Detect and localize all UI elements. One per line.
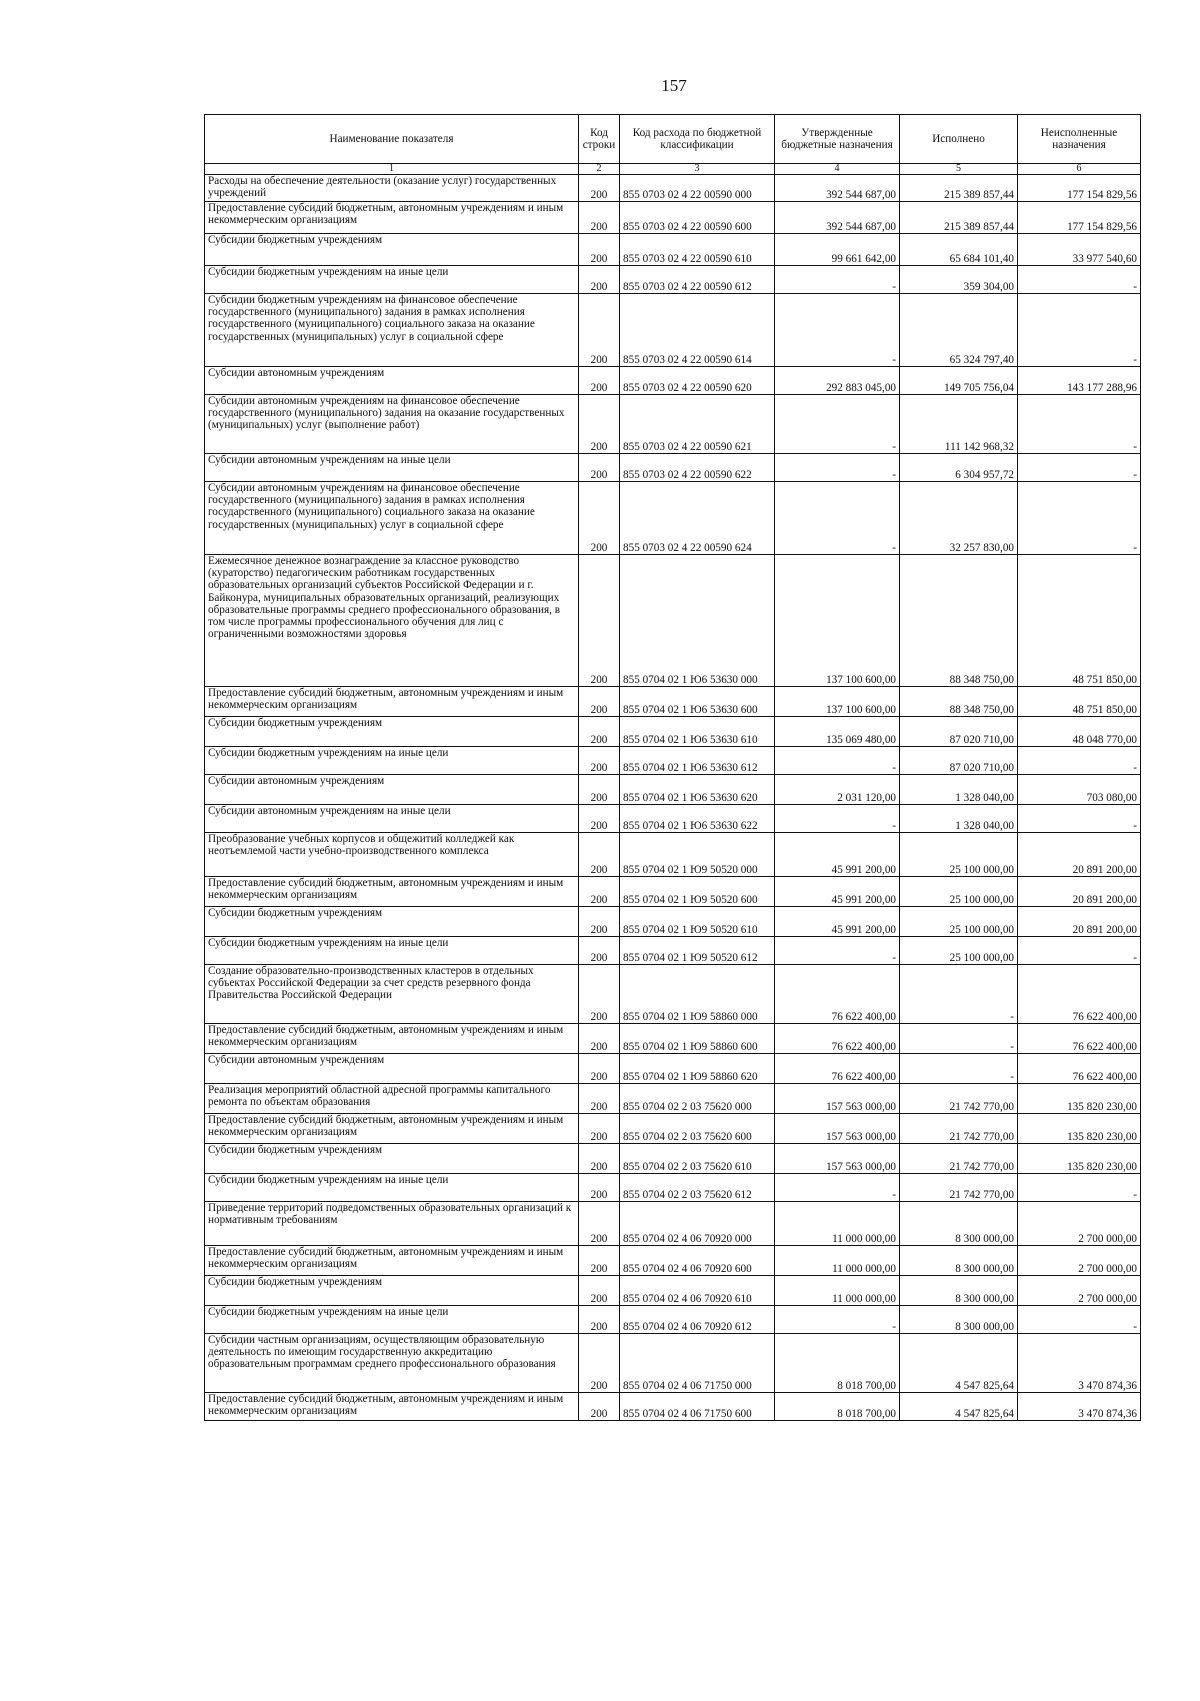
row-executed: 21 742 770,00 bbox=[900, 1114, 1018, 1144]
row-name: Субсидии бюджетным учреждениям bbox=[205, 717, 579, 747]
column-number: 1 bbox=[205, 164, 579, 175]
table-row bbox=[205, 877, 1141, 907]
row-budget-code: 855 0704 02 4 06 70920 612 bbox=[620, 1306, 775, 1334]
row-executed: 359 304,00 bbox=[900, 266, 1018, 294]
column-number-row bbox=[205, 164, 1141, 175]
row-line-code: 200 bbox=[579, 175, 620, 202]
row-approved: 392 544 687,00 bbox=[775, 202, 900, 234]
row-budget-code: 855 0704 02 1 Ю9 50520 610 bbox=[620, 907, 775, 937]
column-number: 3 bbox=[620, 164, 775, 175]
row-name: Субсидии бюджетным учреждениям bbox=[205, 907, 579, 937]
table-row bbox=[205, 1024, 1141, 1054]
row-name: Субсидии частным организациям, осуществляющим образовательную деятельность по имеющим государственную аккредитацию образовательным программам среднего профессионального образования bbox=[205, 1334, 579, 1393]
column-number: 4 bbox=[775, 164, 900, 175]
row-remaining: 135 820 230,00 bbox=[1018, 1114, 1141, 1144]
row-name: Преобразование учебных корпусов и общежитий колледжей как неотъемлемой части учебно-производственного комплекса bbox=[205, 833, 579, 877]
row-remaining: - bbox=[1018, 482, 1141, 555]
row-approved: 8 018 700,00 bbox=[775, 1393, 900, 1421]
row-approved: - bbox=[775, 266, 900, 294]
row-budget-code: 855 0703 02 4 22 00590 000 bbox=[620, 175, 775, 202]
row-name: Предоставление субсидий бюджетным, автономным учреждениям и иным некоммерческим организациям bbox=[205, 202, 579, 234]
row-remaining: - bbox=[1018, 1174, 1141, 1202]
row-name: Субсидии бюджетным учреждениям bbox=[205, 1144, 579, 1174]
row-executed: 1 328 040,00 bbox=[900, 775, 1018, 805]
table-row bbox=[205, 555, 1141, 687]
row-approved: 292 883 045,00 bbox=[775, 367, 900, 395]
row-executed: 32 257 830,00 bbox=[900, 482, 1018, 555]
row-budget-code: 855 0704 02 1 Ю9 50520 600 bbox=[620, 877, 775, 907]
row-approved: 45 991 200,00 bbox=[775, 907, 900, 937]
row-approved: 76 622 400,00 bbox=[775, 1054, 900, 1084]
row-name: Предоставление субсидий бюджетным, автономным учреждениям и иным некоммерческим организациям bbox=[205, 1393, 579, 1421]
table-row bbox=[205, 1276, 1141, 1306]
row-line-code: 200 bbox=[579, 805, 620, 833]
row-name: Предоставление субсидий бюджетным, автономным учреждениям и иным некоммерческим организациям bbox=[205, 1246, 579, 1276]
row-remaining: 76 622 400,00 bbox=[1018, 965, 1141, 1024]
row-approved: 45 991 200,00 bbox=[775, 833, 900, 877]
row-remaining: 20 891 200,00 bbox=[1018, 907, 1141, 937]
table-row bbox=[205, 1114, 1141, 1144]
row-line-code: 200 bbox=[579, 454, 620, 482]
row-approved: 157 563 000,00 bbox=[775, 1144, 900, 1174]
row-line-code: 200 bbox=[579, 717, 620, 747]
column-number: 2 bbox=[579, 164, 620, 175]
row-executed: 215 389 857,44 bbox=[900, 202, 1018, 234]
row-remaining: 33 977 540,60 bbox=[1018, 234, 1141, 266]
row-budget-code: 855 0704 02 1 Ю6 53630 622 bbox=[620, 805, 775, 833]
table-row bbox=[205, 1306, 1141, 1334]
header-executed: Исполнено bbox=[900, 115, 1018, 164]
row-line-code: 200 bbox=[579, 877, 620, 907]
table-row bbox=[205, 833, 1141, 877]
row-remaining: - bbox=[1018, 395, 1141, 454]
row-executed: 8 300 000,00 bbox=[900, 1246, 1018, 1276]
header-row bbox=[205, 115, 1141, 164]
row-budget-code: 855 0704 02 2 03 75620 610 bbox=[620, 1144, 775, 1174]
row-line-code: 200 bbox=[579, 747, 620, 775]
row-executed: 149 705 756,04 bbox=[900, 367, 1018, 395]
row-remaining: - bbox=[1018, 805, 1141, 833]
row-remaining: 20 891 200,00 bbox=[1018, 877, 1141, 907]
row-name: Субсидии бюджетным учреждениям на иные цели bbox=[205, 1174, 579, 1202]
table-row bbox=[205, 1084, 1141, 1114]
row-line-code: 200 bbox=[579, 1393, 620, 1421]
row-executed: 87 020 710,00 bbox=[900, 717, 1018, 747]
row-approved: - bbox=[775, 482, 900, 555]
row-budget-code: 855 0704 02 1 Ю6 53630 000 bbox=[620, 555, 775, 687]
row-line-code: 200 bbox=[579, 1084, 620, 1114]
row-remaining: 3 470 874,36 bbox=[1018, 1334, 1141, 1393]
row-budget-code: 855 0704 02 2 03 75620 612 bbox=[620, 1174, 775, 1202]
row-remaining: 2 700 000,00 bbox=[1018, 1276, 1141, 1306]
row-approved: 45 991 200,00 bbox=[775, 877, 900, 907]
row-line-code: 200 bbox=[579, 266, 620, 294]
row-name: Субсидии автономным учреждениям bbox=[205, 775, 579, 805]
table-body bbox=[205, 175, 1141, 1421]
row-budget-code: 855 0703 02 4 22 00590 612 bbox=[620, 266, 775, 294]
row-executed: - bbox=[900, 1054, 1018, 1084]
row-executed: 8 300 000,00 bbox=[900, 1306, 1018, 1334]
row-executed: 4 547 825,64 bbox=[900, 1334, 1018, 1393]
row-budget-code: 855 0703 02 4 22 00590 614 bbox=[620, 294, 775, 367]
table-row bbox=[205, 202, 1141, 234]
row-executed: - bbox=[900, 965, 1018, 1024]
header-line-code: Код строки bbox=[579, 115, 620, 164]
table-row bbox=[205, 1334, 1141, 1393]
table-row bbox=[205, 482, 1141, 555]
row-executed: 65 324 797,40 bbox=[900, 294, 1018, 367]
row-executed: 25 100 000,00 bbox=[900, 833, 1018, 877]
row-remaining: 48 751 850,00 bbox=[1018, 555, 1141, 687]
row-name: Субсидии бюджетным учреждениям bbox=[205, 234, 579, 266]
row-line-code: 200 bbox=[579, 294, 620, 367]
row-approved: 76 622 400,00 bbox=[775, 965, 900, 1024]
row-approved: - bbox=[775, 805, 900, 833]
row-approved: 99 661 642,00 bbox=[775, 234, 900, 266]
row-remaining: - bbox=[1018, 294, 1141, 367]
row-approved: 11 000 000,00 bbox=[775, 1276, 900, 1306]
row-budget-code: 855 0704 02 1 Ю9 50520 000 bbox=[620, 833, 775, 877]
row-budget-code: 855 0704 02 1 Ю6 53630 600 bbox=[620, 687, 775, 717]
row-line-code: 200 bbox=[579, 1144, 620, 1174]
row-name: Расходы на обеспечение деятельности (оказание услуг) государственных учреждений bbox=[205, 175, 579, 202]
row-executed: - bbox=[900, 1024, 1018, 1054]
row-name: Предоставление субсидий бюджетным, автономным учреждениям и иным некоммерческим организациям bbox=[205, 877, 579, 907]
row-executed: 21 742 770,00 bbox=[900, 1084, 1018, 1114]
row-line-code: 200 bbox=[579, 1174, 620, 1202]
row-remaining: 135 820 230,00 bbox=[1018, 1084, 1141, 1114]
column-number: 5 bbox=[900, 164, 1018, 175]
row-name: Субсидии автономным учреждениям bbox=[205, 367, 579, 395]
header-remaining: Неисполненные назначения bbox=[1018, 115, 1141, 164]
row-remaining: 703 080,00 bbox=[1018, 775, 1141, 805]
row-name: Субсидии бюджетным учреждениям на иные цели bbox=[205, 937, 579, 965]
column-number: 6 bbox=[1018, 164, 1141, 175]
header-approved: Утвержденные бюджетные назначения bbox=[775, 115, 900, 164]
row-line-code: 200 bbox=[579, 395, 620, 454]
row-line-code: 200 bbox=[579, 234, 620, 266]
table-row bbox=[205, 1393, 1141, 1421]
table-row bbox=[205, 687, 1141, 717]
row-approved: 137 100 600,00 bbox=[775, 555, 900, 687]
row-budget-code: 855 0704 02 4 06 71750 600 bbox=[620, 1393, 775, 1421]
row-executed: 25 100 000,00 bbox=[900, 877, 1018, 907]
row-remaining: 20 891 200,00 bbox=[1018, 833, 1141, 877]
row-approved: 11 000 000,00 bbox=[775, 1202, 900, 1246]
row-approved: 392 544 687,00 bbox=[775, 175, 900, 202]
table-row bbox=[205, 965, 1141, 1024]
row-name: Субсидии бюджетным учреждениям bbox=[205, 1276, 579, 1306]
row-name: Ежемесячное денежное вознаграждение за классное руководство (кураторство) педагогическим работникам государственных образовательных организаций субъектов Российской Федерации и г. Байконура, муниципальных образовательных организаций, реализующих образовательные программы среднего профессионального образования, в том числе программы профессионального обучения для лиц с ограниченными возможностями здоровья bbox=[205, 555, 579, 687]
row-budget-code: 855 0704 02 1 Ю9 50520 612 bbox=[620, 937, 775, 965]
row-executed: 21 742 770,00 bbox=[900, 1144, 1018, 1174]
row-remaining: 76 622 400,00 bbox=[1018, 1024, 1141, 1054]
row-name: Предоставление субсидий бюджетным, автономным учреждениям и иным некоммерческим организациям bbox=[205, 1114, 579, 1144]
header-budget-code: Код расхода по бюджетной классификации bbox=[620, 115, 775, 164]
row-remaining: 2 700 000,00 bbox=[1018, 1202, 1141, 1246]
row-name: Субсидии бюджетным учреждениям на финансовое обеспечение государственного (муниципального) задания в рамках исполнения государственного (муниципального) социального заказа на оказание государственных (муниципальных) услуг в социальной сфере bbox=[205, 294, 579, 367]
table-row bbox=[205, 747, 1141, 775]
row-budget-code: 855 0704 02 1 Ю9 58860 600 bbox=[620, 1024, 775, 1054]
row-budget-code: 855 0704 02 2 03 75620 600 bbox=[620, 1114, 775, 1144]
row-budget-code: 855 0703 02 4 22 00590 610 bbox=[620, 234, 775, 266]
row-executed: 8 300 000,00 bbox=[900, 1276, 1018, 1306]
row-remaining: 143 177 288,96 bbox=[1018, 367, 1141, 395]
row-line-code: 200 bbox=[579, 555, 620, 687]
row-name: Субсидии бюджетным учреждениям на иные цели bbox=[205, 266, 579, 294]
table-row bbox=[205, 294, 1141, 367]
row-budget-code: 855 0704 02 2 03 75620 000 bbox=[620, 1084, 775, 1114]
row-executed: 88 348 750,00 bbox=[900, 555, 1018, 687]
row-line-code: 200 bbox=[579, 202, 620, 234]
row-executed: 1 328 040,00 bbox=[900, 805, 1018, 833]
row-name: Создание образовательно-производственных кластеров в отдельных субъектах Российской Федерации за счет средств резервного фонда Правительства Российской Федерации bbox=[205, 965, 579, 1024]
row-executed: 87 020 710,00 bbox=[900, 747, 1018, 775]
row-executed: 111 142 968,32 bbox=[900, 395, 1018, 454]
row-line-code: 200 bbox=[579, 482, 620, 555]
row-approved: 137 100 600,00 bbox=[775, 687, 900, 717]
row-approved: - bbox=[775, 395, 900, 454]
row-executed: 25 100 000,00 bbox=[900, 937, 1018, 965]
row-name: Субсидии автономным учреждениям на иные цели bbox=[205, 454, 579, 482]
table-row bbox=[205, 395, 1141, 454]
table-row bbox=[205, 1174, 1141, 1202]
row-name: Субсидии автономным учреждениям bbox=[205, 1054, 579, 1084]
row-name: Субсидии автономным учреждениям на финансовое обеспечение государственного (муниципального) задания в рамках исполнения государственного (муниципального) социального заказа на оказание государственных (муниципальных) услуг в социальной сфере bbox=[205, 482, 579, 555]
row-remaining: 2 700 000,00 bbox=[1018, 1246, 1141, 1276]
row-approved: - bbox=[775, 1306, 900, 1334]
row-remaining: 135 820 230,00 bbox=[1018, 1144, 1141, 1174]
table-row bbox=[205, 266, 1141, 294]
table-row bbox=[205, 367, 1141, 395]
row-remaining: - bbox=[1018, 1306, 1141, 1334]
table-row bbox=[205, 1144, 1141, 1174]
row-line-code: 200 bbox=[579, 937, 620, 965]
row-approved: - bbox=[775, 747, 900, 775]
row-line-code: 200 bbox=[579, 965, 620, 1024]
row-remaining: 177 154 829,56 bbox=[1018, 175, 1141, 202]
row-budget-code: 855 0704 02 4 06 71750 000 bbox=[620, 1334, 775, 1393]
row-budget-code: 855 0703 02 4 22 00590 600 bbox=[620, 202, 775, 234]
row-line-code: 200 bbox=[579, 367, 620, 395]
row-budget-code: 855 0704 02 4 06 70920 000 bbox=[620, 1202, 775, 1246]
row-executed: 65 684 101,40 bbox=[900, 234, 1018, 266]
row-budget-code: 855 0704 02 1 Ю9 58860 620 bbox=[620, 1054, 775, 1084]
row-budget-code: 855 0704 02 4 06 70920 610 bbox=[620, 1276, 775, 1306]
row-line-code: 200 bbox=[579, 907, 620, 937]
row-line-code: 200 bbox=[579, 1334, 620, 1393]
row-approved: - bbox=[775, 1174, 900, 1202]
row-line-code: 200 bbox=[579, 1054, 620, 1084]
row-budget-code: 855 0704 02 1 Ю6 53630 620 bbox=[620, 775, 775, 805]
row-approved: - bbox=[775, 937, 900, 965]
table-row bbox=[205, 234, 1141, 266]
row-budget-code: 855 0703 02 4 22 00590 621 bbox=[620, 395, 775, 454]
page-number: 157 bbox=[661, 76, 687, 95]
row-line-code: 200 bbox=[579, 687, 620, 717]
row-name: Реализация мероприятий областной адресной программы капитального ремонта по объектам образования bbox=[205, 1084, 579, 1114]
table-row bbox=[205, 1054, 1141, 1084]
table-row bbox=[205, 1246, 1141, 1276]
row-remaining: 48 048 770,00 bbox=[1018, 717, 1141, 747]
row-budget-code: 855 0704 02 1 Ю6 53630 610 bbox=[620, 717, 775, 747]
table-row bbox=[205, 775, 1141, 805]
row-line-code: 200 bbox=[579, 833, 620, 877]
table-row bbox=[205, 805, 1141, 833]
header-name: Наименование показателя bbox=[205, 115, 579, 164]
row-executed: 21 742 770,00 bbox=[900, 1174, 1018, 1202]
table-row bbox=[205, 717, 1141, 747]
row-budget-code: 855 0704 02 1 Ю9 58860 000 bbox=[620, 965, 775, 1024]
row-name: Субсидии автономным учреждениям на иные цели bbox=[205, 805, 579, 833]
row-line-code: 200 bbox=[579, 775, 620, 805]
row-line-code: 200 bbox=[579, 1024, 620, 1054]
row-remaining: 76 622 400,00 bbox=[1018, 1054, 1141, 1084]
table-row bbox=[205, 175, 1141, 202]
table-row bbox=[205, 454, 1141, 482]
row-approved: 8 018 700,00 bbox=[775, 1334, 900, 1393]
row-executed: 4 547 825,64 bbox=[900, 1393, 1018, 1421]
row-executed: 215 389 857,44 bbox=[900, 175, 1018, 202]
row-approved: 157 563 000,00 bbox=[775, 1084, 900, 1114]
row-approved: 135 069 480,00 bbox=[775, 717, 900, 747]
row-line-code: 200 bbox=[579, 1202, 620, 1246]
row-executed: 6 304 957,72 bbox=[900, 454, 1018, 482]
row-line-code: 200 bbox=[579, 1114, 620, 1144]
row-approved: 11 000 000,00 bbox=[775, 1246, 900, 1276]
table-row bbox=[205, 907, 1141, 937]
row-remaining: 48 751 850,00 bbox=[1018, 687, 1141, 717]
row-remaining: - bbox=[1018, 747, 1141, 775]
row-line-code: 200 bbox=[579, 1276, 620, 1306]
table-row bbox=[205, 937, 1141, 965]
row-name: Предоставление субсидий бюджетным, автономным учреждениям и иным некоммерческим организациям bbox=[205, 687, 579, 717]
row-name: Субсидии бюджетным учреждениям на иные цели bbox=[205, 1306, 579, 1334]
row-budget-code: 855 0704 02 1 Ю6 53630 612 bbox=[620, 747, 775, 775]
row-line-code: 200 bbox=[579, 1246, 620, 1276]
row-budget-code: 855 0703 02 4 22 00590 622 bbox=[620, 454, 775, 482]
row-remaining: 177 154 829,56 bbox=[1018, 202, 1141, 234]
row-executed: 25 100 000,00 bbox=[900, 907, 1018, 937]
table-row bbox=[205, 1202, 1141, 1246]
row-name: Субсидии автономным учреждениям на финансовое обеспечение государственного (муниципального) задания на оказание государственных (муниципальных) услуг (выполнение работ) bbox=[205, 395, 579, 454]
row-executed: 88 348 750,00 bbox=[900, 687, 1018, 717]
row-name: Субсидии бюджетным учреждениям на иные цели bbox=[205, 747, 579, 775]
row-line-code: 200 bbox=[579, 1306, 620, 1334]
row-approved: 157 563 000,00 bbox=[775, 1114, 900, 1144]
row-approved: 2 031 120,00 bbox=[775, 775, 900, 805]
row-name: Приведение территорий подведомственных образовательных организаций к нормативным требованиям bbox=[205, 1202, 579, 1246]
row-budget-code: 855 0703 02 4 22 00590 624 bbox=[620, 482, 775, 555]
row-remaining: - bbox=[1018, 266, 1141, 294]
row-remaining: 3 470 874,36 bbox=[1018, 1393, 1141, 1421]
row-budget-code: 855 0703 02 4 22 00590 620 bbox=[620, 367, 775, 395]
row-approved: - bbox=[775, 454, 900, 482]
row-budget-code: 855 0704 02 4 06 70920 600 bbox=[620, 1246, 775, 1276]
row-approved: - bbox=[775, 294, 900, 367]
row-remaining: - bbox=[1018, 937, 1141, 965]
row-executed: 8 300 000,00 bbox=[900, 1202, 1018, 1246]
row-name: Предоставление субсидий бюджетным, автономным учреждениям и иным некоммерческим организациям bbox=[205, 1024, 579, 1054]
budget-execution-table bbox=[204, 114, 1141, 1421]
row-approved: 76 622 400,00 bbox=[775, 1024, 900, 1054]
row-remaining: - bbox=[1018, 454, 1141, 482]
